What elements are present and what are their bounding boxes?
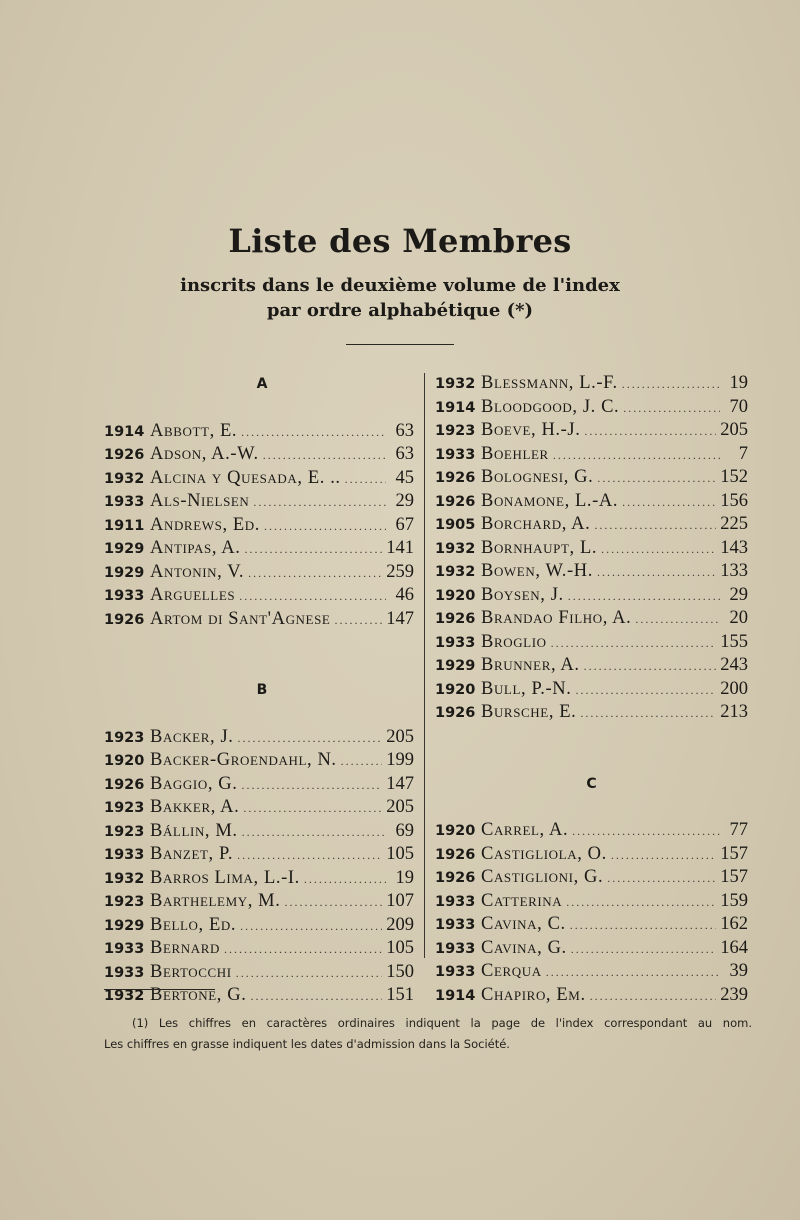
- member-name: Brunner, A.: [481, 655, 580, 675]
- member-name: Bello, Ed.: [150, 914, 237, 935]
- member-name: Blessmann, L.-F.: [481, 373, 618, 393]
- leader-dots: [597, 467, 716, 491]
- leader-dots: [334, 609, 382, 633]
- member-name: Backer, J.: [150, 726, 234, 747]
- index-page-number: 157: [720, 867, 748, 887]
- admission-year: 1926: [104, 447, 145, 463]
- admission-year: 1926: [435, 870, 476, 886]
- member-row: [435, 560, 748, 584]
- member-row: [435, 960, 748, 984]
- member-name: Bloodgood, J. C.: [481, 396, 620, 417]
- member-name: Chapiro, Em.: [481, 984, 586, 1005]
- admission-year: 1914: [435, 399, 476, 416]
- member-row: [435, 607, 748, 631]
- member-name: Adson, A.-W.: [150, 444, 259, 464]
- member-name: Barros Lima, L.-I.: [150, 867, 300, 888]
- member-name: Backer-Groendahl, N.: [150, 750, 337, 770]
- member-row: [435, 443, 748, 467]
- section-spacer: [435, 748, 748, 772]
- footnote-line-2: Les chiffres en grasse indiquent les dates d'admission dans la Société.: [104, 1037, 510, 1051]
- admission-year: 1933: [435, 446, 476, 463]
- admission-year: 1914: [435, 987, 476, 1004]
- member-name: Boysen, J.: [481, 584, 564, 605]
- admission-year: 1926: [435, 470, 476, 486]
- member-name: Borchard, A.: [481, 514, 591, 534]
- member-row: [435, 372, 748, 396]
- admission-year: 1932: [435, 540, 476, 557]
- member-name: Brandao Filho, A.: [481, 608, 632, 628]
- right-column: [435, 372, 748, 1007]
- member-row: [104, 914, 414, 938]
- leader-dots: [250, 985, 382, 1009]
- admission-year: 1923: [104, 894, 145, 910]
- member-row: [104, 843, 414, 867]
- admission-year: 1933: [104, 494, 145, 510]
- member-row: [435, 584, 748, 608]
- leader-dots: [239, 585, 386, 609]
- index-page-number: 46: [395, 585, 414, 605]
- index-page-number: 105: [386, 938, 414, 958]
- member-row: [435, 654, 748, 678]
- member-name: Barthelemy, M.: [150, 891, 281, 911]
- footnote-rule: [104, 989, 215, 990]
- member-name: Boeve, H.-J.: [481, 420, 581, 440]
- member-row: [104, 490, 414, 514]
- leader-dots: [575, 679, 716, 703]
- member-row: [435, 537, 748, 561]
- leader-dots: [553, 444, 720, 468]
- leader-dots: [590, 985, 717, 1009]
- member-name: Bolognesi, G.: [481, 467, 594, 487]
- index-page-number: 133: [720, 561, 748, 581]
- admission-year: 1933: [104, 941, 145, 957]
- index-page-number: 105: [386, 844, 414, 864]
- admission-year: 1926: [435, 846, 476, 863]
- admission-year: 1929: [435, 658, 476, 674]
- index-page-number: 239: [720, 984, 748, 1005]
- index-page-number: 39: [729, 961, 748, 981]
- member-row: [104, 796, 414, 820]
- index-page-number: 143: [720, 537, 748, 558]
- member-row: [104, 984, 414, 1008]
- admission-year: 1905: [435, 517, 476, 533]
- member-row: [104, 820, 414, 844]
- member-row: [435, 937, 748, 961]
- index-page-number: 147: [386, 773, 414, 794]
- admission-year: 1926: [104, 776, 145, 793]
- member-name: Baggio, G.: [150, 773, 238, 794]
- member-name: Boehler: [481, 443, 549, 464]
- leader-dots: [224, 938, 382, 962]
- member-row: [435, 466, 748, 490]
- admission-year: 1932: [104, 870, 145, 887]
- index-page-number: 20: [729, 608, 748, 628]
- member-name: Cerqua: [481, 961, 542, 981]
- admission-year: 1929: [104, 917, 145, 934]
- member-name: Cavina, G.: [481, 937, 567, 958]
- member-row: [104, 937, 414, 961]
- member-row: [435, 701, 748, 725]
- page-subtitle-line2: par ordre alphabétique (*): [266, 300, 534, 321]
- leader-dots: [572, 820, 720, 844]
- leader-dots: [607, 867, 716, 891]
- leader-dots: [601, 538, 716, 562]
- admission-year: 1926: [104, 611, 145, 628]
- admission-year: 1932: [435, 564, 476, 580]
- index-page-number: 209: [386, 914, 414, 935]
- admission-year: 1923: [104, 823, 145, 840]
- leader-dots: [345, 468, 386, 492]
- section-spacer: [104, 702, 414, 726]
- leader-dots: [597, 561, 716, 585]
- member-row: [104, 726, 414, 750]
- section-spacer: [104, 631, 414, 655]
- admission-year: 1929: [104, 564, 145, 581]
- member-name: Bornhaupt, L.: [481, 537, 598, 558]
- member-name: Andrews, Ed.: [150, 514, 261, 535]
- leader-dots: [264, 515, 386, 539]
- index-page-number: 107: [386, 891, 414, 911]
- member-name: Castigliola, O.: [481, 843, 607, 864]
- member-row: [435, 819, 748, 843]
- admission-year: 1933: [104, 964, 145, 981]
- admission-year: 1932: [104, 470, 145, 487]
- section-spacer: [435, 796, 748, 820]
- member-row: [104, 608, 414, 632]
- member-row: [435, 631, 748, 655]
- member-row: [435, 866, 748, 890]
- index-page-number: 259: [386, 561, 414, 582]
- admission-year: 1933: [435, 917, 476, 933]
- member-row: [104, 537, 414, 561]
- leader-dots: [611, 844, 716, 868]
- member-name: Bull, P.-N.: [481, 678, 572, 699]
- admission-year: 1920: [435, 823, 476, 839]
- index-page-number: 63: [395, 420, 414, 441]
- index-page-number: 67: [395, 514, 414, 535]
- index-page-number: 200: [720, 678, 748, 699]
- admission-year: 1920: [435, 681, 476, 698]
- leader-dots: [551, 632, 717, 656]
- leader-dots: [584, 420, 716, 444]
- leader-dots: [341, 750, 383, 774]
- index-page-number: 205: [386, 797, 414, 817]
- admission-year: 1933: [435, 940, 476, 957]
- member-name: Bursche, E.: [481, 702, 577, 722]
- index-page-number: 159: [720, 890, 748, 911]
- leader-dots: [623, 397, 720, 421]
- member-list-b-continued: [435, 372, 748, 725]
- member-name: Abbott, E.: [150, 420, 238, 441]
- member-row: [435, 490, 748, 514]
- member-name: Bállin, M.: [150, 820, 238, 841]
- footnote: [104, 1013, 752, 1055]
- admission-year: 1914: [104, 423, 145, 440]
- member-name: Als-Nielsen: [150, 491, 250, 511]
- index-page-number: 213: [720, 702, 748, 722]
- section-letter-b: B: [256, 682, 268, 698]
- member-name: Cavina, C.: [481, 914, 566, 934]
- member-row: [104, 561, 414, 585]
- index-page-number: 19: [395, 867, 414, 888]
- index-page-number: 199: [386, 750, 414, 770]
- leader-dots: [622, 373, 720, 397]
- leader-dots: [237, 844, 382, 868]
- leader-dots: [243, 797, 382, 821]
- index-page-number: 155: [720, 631, 748, 652]
- member-row: [104, 890, 414, 914]
- member-row: [435, 890, 748, 914]
- member-row: [104, 773, 414, 797]
- member-name: Banzet, P.: [150, 844, 234, 864]
- index-page-number: 77: [729, 820, 748, 840]
- index-page-number: 29: [729, 584, 748, 605]
- member-row: [435, 678, 748, 702]
- leader-dots: [245, 538, 383, 562]
- index-page-number: 147: [386, 608, 414, 629]
- column-divider: [424, 373, 425, 958]
- leader-dots: [568, 585, 720, 609]
- leader-dots: [263, 444, 386, 468]
- leader-dots: [546, 961, 720, 985]
- member-name: Catterina: [481, 890, 563, 911]
- index-page-number: 157: [720, 843, 748, 864]
- index-page-number: 156: [720, 490, 748, 511]
- member-row: [104, 584, 414, 608]
- index-page-number: 69: [395, 820, 414, 841]
- leader-dots: [304, 868, 386, 892]
- leader-dots: [248, 562, 382, 586]
- leader-dots: [584, 655, 717, 679]
- leader-dots: [237, 727, 382, 751]
- admission-year: 1923: [435, 423, 476, 439]
- index-page-number: 63: [395, 444, 414, 464]
- section-letter-a: A: [256, 376, 268, 392]
- member-row: [104, 749, 414, 773]
- index-page-number: 70: [729, 396, 748, 417]
- left-column: [104, 372, 414, 1008]
- admission-year: 1932: [104, 988, 145, 1004]
- admission-year: 1933: [435, 964, 476, 980]
- leader-dots: [284, 891, 382, 915]
- admission-year: 1933: [104, 588, 145, 604]
- index-page-number: 225: [720, 514, 748, 534]
- leader-dots: [570, 914, 716, 938]
- member-row: [435, 513, 748, 537]
- member-list-c: [435, 819, 748, 1007]
- member-row: [104, 961, 414, 985]
- section-letter-c: C: [586, 775, 597, 792]
- member-list-b: [104, 726, 414, 1008]
- member-row: [104, 514, 414, 538]
- admission-year: 1920: [104, 753, 145, 769]
- leader-dots: [622, 491, 716, 515]
- leader-dots: [241, 421, 386, 445]
- admission-year: 1911: [104, 517, 145, 534]
- member-name: Bernard: [150, 938, 220, 958]
- title-rule: [346, 344, 454, 345]
- leader-dots: [241, 774, 382, 798]
- admission-year: 1926: [435, 493, 476, 510]
- index-page-number: 45: [395, 467, 414, 488]
- index-page-number: 205: [386, 726, 414, 747]
- leader-dots: [242, 821, 386, 845]
- member-name: Antipas, A.: [150, 538, 241, 558]
- member-name: Bakker, A.: [150, 797, 240, 817]
- leader-dots: [240, 915, 382, 939]
- admission-year: 1923: [104, 800, 145, 816]
- member-name: Bertocchi: [150, 961, 232, 982]
- member-name: Alcina y Quesada, E. ..: [150, 467, 341, 488]
- member-row: [104, 867, 414, 891]
- index-page-number: 150: [386, 961, 414, 982]
- section-spacer: [104, 396, 414, 420]
- member-row: [435, 396, 748, 420]
- member-row: [435, 843, 748, 867]
- admission-year: 1932: [435, 376, 476, 392]
- leader-dots: [566, 891, 716, 915]
- index-page-number: 162: [720, 914, 748, 934]
- index-page-number: 141: [386, 538, 414, 558]
- index-page-number: 152: [720, 467, 748, 487]
- leader-dots: [635, 608, 720, 632]
- page-subtitle-line1: inscrits dans le deuxième volume de l'index: [180, 275, 620, 296]
- index-page-number: 19: [729, 373, 748, 393]
- index-page-number: 164: [720, 937, 748, 958]
- leader-dots: [571, 938, 716, 962]
- admission-year: 1926: [435, 611, 476, 627]
- member-name: Bonamone, L.-A.: [481, 490, 619, 511]
- member-row: [435, 913, 748, 937]
- admission-year: 1926: [435, 705, 476, 721]
- member-row: [435, 984, 748, 1008]
- admission-year: 1933: [435, 634, 476, 651]
- index-page-number: 243: [720, 655, 748, 675]
- member-name: Carrel, A.: [481, 820, 569, 840]
- member-name: Bowen, W.-H.: [481, 561, 593, 581]
- member-row: [104, 443, 414, 467]
- index-page-number: 151: [386, 985, 414, 1005]
- leader-dots: [253, 491, 386, 515]
- member-name: Arguelles: [150, 585, 236, 605]
- leader-dots: [580, 702, 716, 726]
- admission-year: 1933: [435, 893, 476, 910]
- admission-year: 1933: [104, 847, 145, 863]
- admission-year: 1923: [104, 729, 145, 746]
- footnote-line-1: (1) Les chiffres en caractères ordinaires indiquent la page de l'index correspondant au nom.: [132, 1016, 752, 1030]
- member-row: [435, 419, 748, 443]
- member-name: Broglio: [481, 631, 547, 652]
- index-page-number: 29: [395, 491, 414, 511]
- leader-dots: [594, 514, 716, 538]
- member-list-a: [104, 420, 414, 632]
- member-row: [104, 420, 414, 444]
- member-name: Castiglioni, G.: [481, 867, 604, 887]
- member-row: [104, 467, 414, 491]
- member-name: Artom di Sant'Agnese: [150, 608, 331, 629]
- index-page-number: 7: [738, 443, 748, 464]
- section-spacer: [104, 655, 414, 679]
- admission-year: 1929: [104, 541, 145, 557]
- member-name: Antonin, V.: [150, 561, 245, 582]
- member-name: Bertone, G.: [150, 985, 247, 1005]
- index-page-number: 205: [720, 420, 748, 440]
- leader-dots: [236, 962, 383, 986]
- page-title: Liste des Membres: [228, 222, 572, 260]
- admission-year: 1920: [435, 587, 476, 604]
- section-spacer: [435, 725, 748, 749]
